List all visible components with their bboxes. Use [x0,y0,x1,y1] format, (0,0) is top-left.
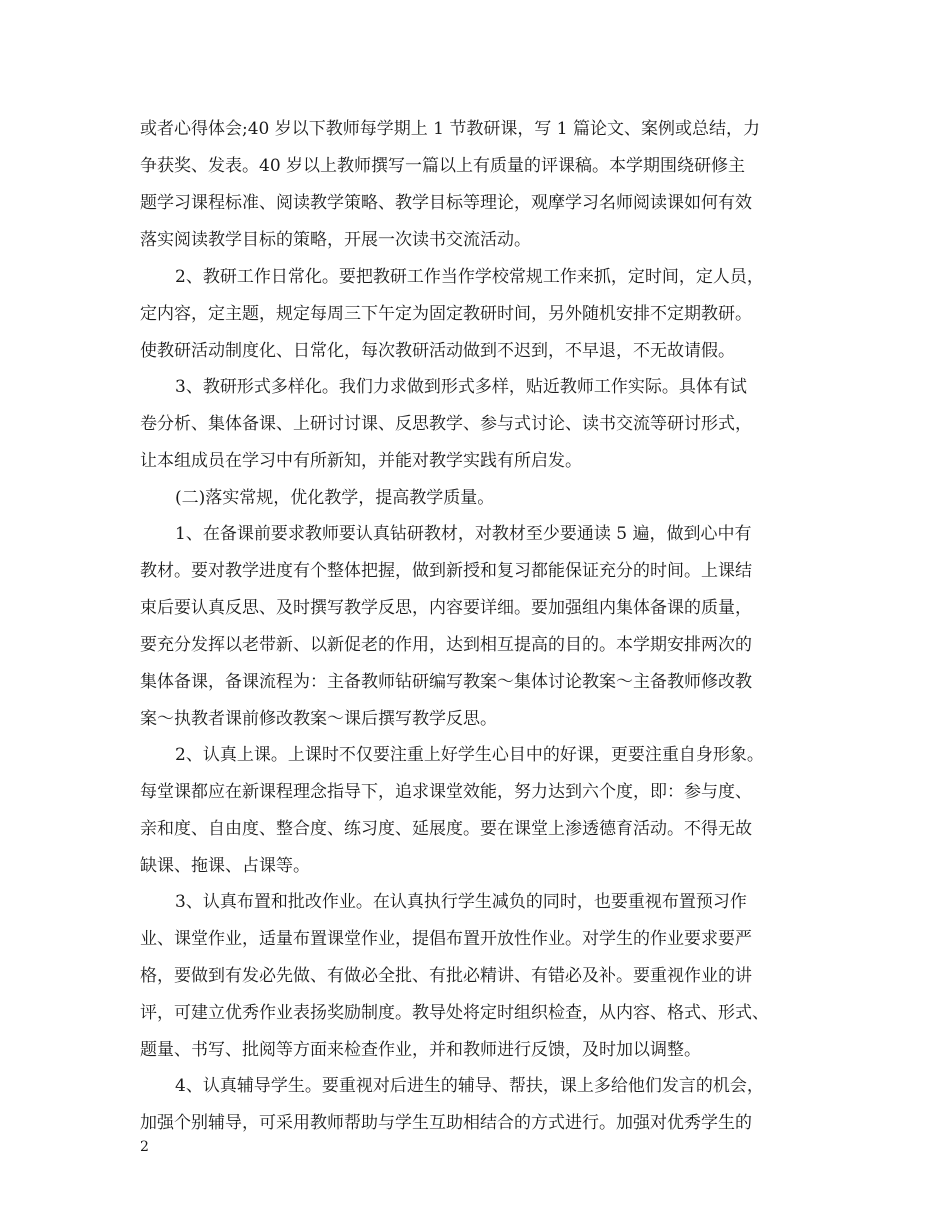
paragraph-line: 让本组成员在学习中有所新知，并能对教学实践有所启发。 [140,451,582,471]
paragraph-line: 卷分析、集体备课、上研讨讨课、反思教学、参与式讨论、读书交流等研讨形式， [140,414,752,434]
paragraph-line: 4、认真辅导学生。要重视对后进生的辅导、帮扶，课上多给他们发言的机会， [175,1076,764,1096]
paragraph-line: 案～执教者课前修改教案～课后撰写教学反思。 [140,709,497,729]
paragraph-line: 2、认真上课。上课时不仅要注重上好学生心目中的好课，更要注重自身形象。 [175,745,764,765]
paragraph-line: 要充分发挥以老带新、以新促老的作用，达到相互提高的目的。本学期安排两次的 [140,635,752,655]
paragraph-line: 束后要认真反思、及时撰写教学反思，内容要详细。要加强组内集体备课的质量， [140,598,752,618]
paragraph-line: 教材。要对教学进度有个整体把握，做到新授和复习都能保证充分的时间。上课结 [140,561,752,581]
paragraph-line: 使教研活动制度化、日常化，每次教研活动做到不迟到，不早退，不无故请假。 [140,341,735,361]
paragraph-line: 3、认真布置和批改作业。在认真执行学生减负的同时，也要重视布置预习作 [175,892,747,912]
paragraph-line: 争获奖、发表。40 岁以上教师撰写一篇以上有质量的评课稿。本学期围绕研修主 [140,156,746,176]
page-number: 2 [140,1139,149,1155]
paragraph-line: 业、课堂作业，适量布置课堂作业，提倡布置开放性作业。对学生的作业要求要严 [140,929,752,949]
paragraph-line: 题量、书写、批阅等方面来检查作业，并和教师进行反馈，及时加以调整。 [140,1040,701,1060]
paragraph-line: 2、教研工作日常化。要把教研工作当作学校常规工作来抓，定时间，定人员， [175,267,764,287]
paragraph-line: 题学习课程标准、阅读教学策略、教学目标等理论，观摩学习名师阅读课如何有效 [140,193,752,213]
paragraph-line: 集体备课，备课流程为：主备教师钻研编写教案～集体讨论教案～主备教师修改教 [140,672,752,692]
paragraph-line: 每堂课都应在新课程理念指导下，追求课堂效能，努力达到六个度，即：参与度、 [140,782,752,802]
paragraph-line: 3、教研形式多样化。我们力求做到形式多样，贴近教师工作实际。具体有试 [175,377,747,397]
paragraph-line: 1、在备课前要求教师要认真钻研教材，对教材至少要通读 5 遍，做到心中有 [175,524,752,544]
paragraph-line: 格，要做到有发必先做、有做必全批、有批必精讲、有错必及补。要重视作业的讲 [140,966,752,986]
paragraph-line: 或者心得体会;40 岁以下教师每学期上 1 节教研课，写 1 篇论文、案例或总结，力 [140,119,761,139]
paragraph-line: 落实阅读教学目标的策略，开展一次读书交流活动。 [140,230,531,250]
section-heading: (二)落实常规，优化教学，提高教学质量。 [175,488,495,508]
paragraph-line: 评，可建立优秀作业表扬奖励制度。教导处将定时组织检查，从内容、格式、形式、 [140,1003,769,1023]
paragraph-line: 缺课、拖课、占课等。 [140,856,310,876]
paragraph-line: 定内容，定主题，规定每周三下午定为固定教研时间，另外随机安排不定期教研。 [140,304,752,324]
paragraph-line: 亲和度、自由度、整合度、练习度、延展度。要在课堂上渗透德育活动。不得无故 [140,819,752,839]
paragraph-line: 加强个别辅导，可采用教师帮助与学生互助相结合的方式进行。加强对优秀学生的 [140,1113,752,1133]
